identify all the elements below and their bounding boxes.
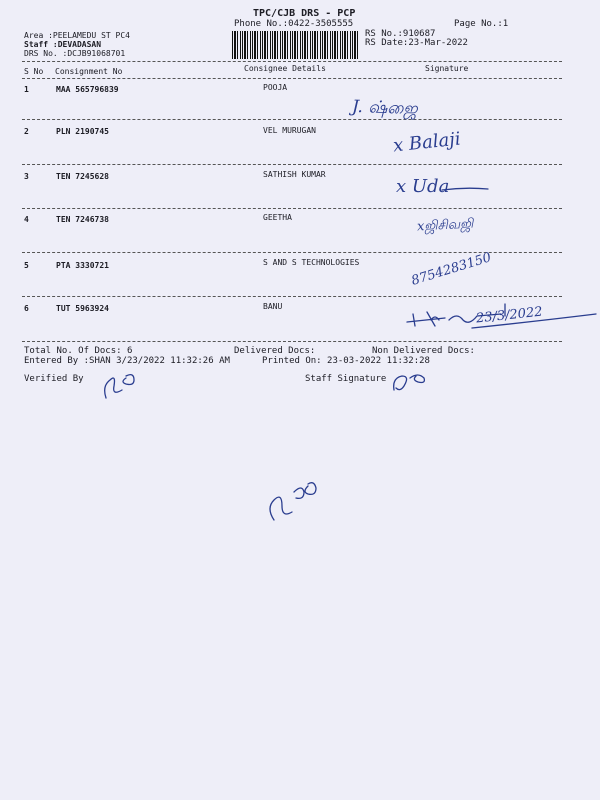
initial-mark bbox=[264, 478, 324, 526]
signature-underline bbox=[440, 182, 490, 194]
col-sno: S No bbox=[24, 67, 44, 76]
phone-number: Phone No.:0422-3505555 bbox=[234, 19, 354, 29]
signature-row-1: J. ஷ்ஜை bbox=[351, 96, 418, 120]
drs-number: DRS No. :DCJB91068701 bbox=[24, 49, 126, 58]
col-consignment: Consignment No bbox=[55, 67, 123, 76]
row-sno: 2 bbox=[24, 127, 29, 136]
divider bbox=[22, 296, 562, 297]
row-sno: 3 bbox=[24, 172, 29, 181]
signature-row-3: x Uda bbox=[396, 176, 450, 197]
row-consignee: S AND S TECHNOLOGIES bbox=[263, 258, 360, 267]
row-sno: 6 bbox=[24, 304, 29, 313]
delivered-docs: Delivered Docs: bbox=[234, 346, 316, 356]
col-consignee: Consignee Details bbox=[244, 64, 326, 73]
row-consignment: TUT 5963924 bbox=[56, 304, 109, 313]
date-underline bbox=[470, 310, 600, 330]
row-consignment: TEN 7246738 bbox=[56, 215, 109, 224]
divider bbox=[22, 78, 562, 79]
row-sno: 5 bbox=[24, 261, 29, 270]
row-consignee: BANU bbox=[263, 302, 283, 311]
entered-by: Entered By :SHAN 3/23/2022 11:32:26 AM bbox=[24, 356, 230, 366]
staff-signature-label: Staff Signature bbox=[305, 374, 387, 384]
row-consignee: VEL MURUGAN bbox=[263, 126, 316, 135]
row-consignment: PTA 3330721 bbox=[56, 261, 109, 270]
row-consignee: POOJA bbox=[263, 83, 288, 92]
area-label: Area :PEELAMEDU ST PC4 bbox=[24, 31, 130, 40]
divider bbox=[22, 208, 562, 209]
row-consignee: GEETHA bbox=[263, 213, 292, 222]
divider bbox=[22, 119, 562, 120]
row-sno: 4 bbox=[24, 215, 29, 224]
signature-row-6-date: 23/3/2022 bbox=[475, 304, 544, 327]
non-delivered-docs: Non Delivered Docs: bbox=[372, 346, 475, 356]
page-number: Page No.:1 bbox=[454, 19, 509, 29]
row-consignment: PLN 2190745 bbox=[56, 127, 109, 136]
staff-label: Staff :DEVADASAN bbox=[24, 40, 102, 49]
row-consignment: TEN 7245628 bbox=[56, 172, 109, 181]
signature-row-4: xஜிசிவஜி bbox=[416, 216, 474, 235]
verified-by-label: Verified By bbox=[24, 374, 84, 384]
total-docs: Total No. Of Docs: 6 bbox=[24, 346, 133, 356]
divider bbox=[22, 164, 562, 165]
verified-by-signature bbox=[100, 370, 140, 402]
rs-date: RS Date:23-Mar-2022 bbox=[365, 38, 468, 48]
staff-signature-mark bbox=[390, 368, 430, 394]
signature-row-2: x Balaji bbox=[392, 128, 462, 157]
barcode bbox=[232, 31, 360, 59]
col-signature: Signature bbox=[425, 64, 469, 73]
row-consignee: SATHISH KUMAR bbox=[263, 170, 326, 179]
rs-number: RS No.:910687 bbox=[365, 29, 436, 39]
row-consignment: MAA 565796839 bbox=[56, 85, 119, 94]
printed-on: Printed On: 23-03-2022 11:32:28 bbox=[262, 356, 430, 366]
row-sno: 1 bbox=[24, 85, 29, 94]
divider bbox=[22, 341, 562, 342]
divider bbox=[22, 61, 562, 62]
report-title: TPC/CJB DRS - PCP bbox=[253, 8, 356, 19]
signature-row-5-phone: 8754283150 bbox=[409, 250, 494, 289]
